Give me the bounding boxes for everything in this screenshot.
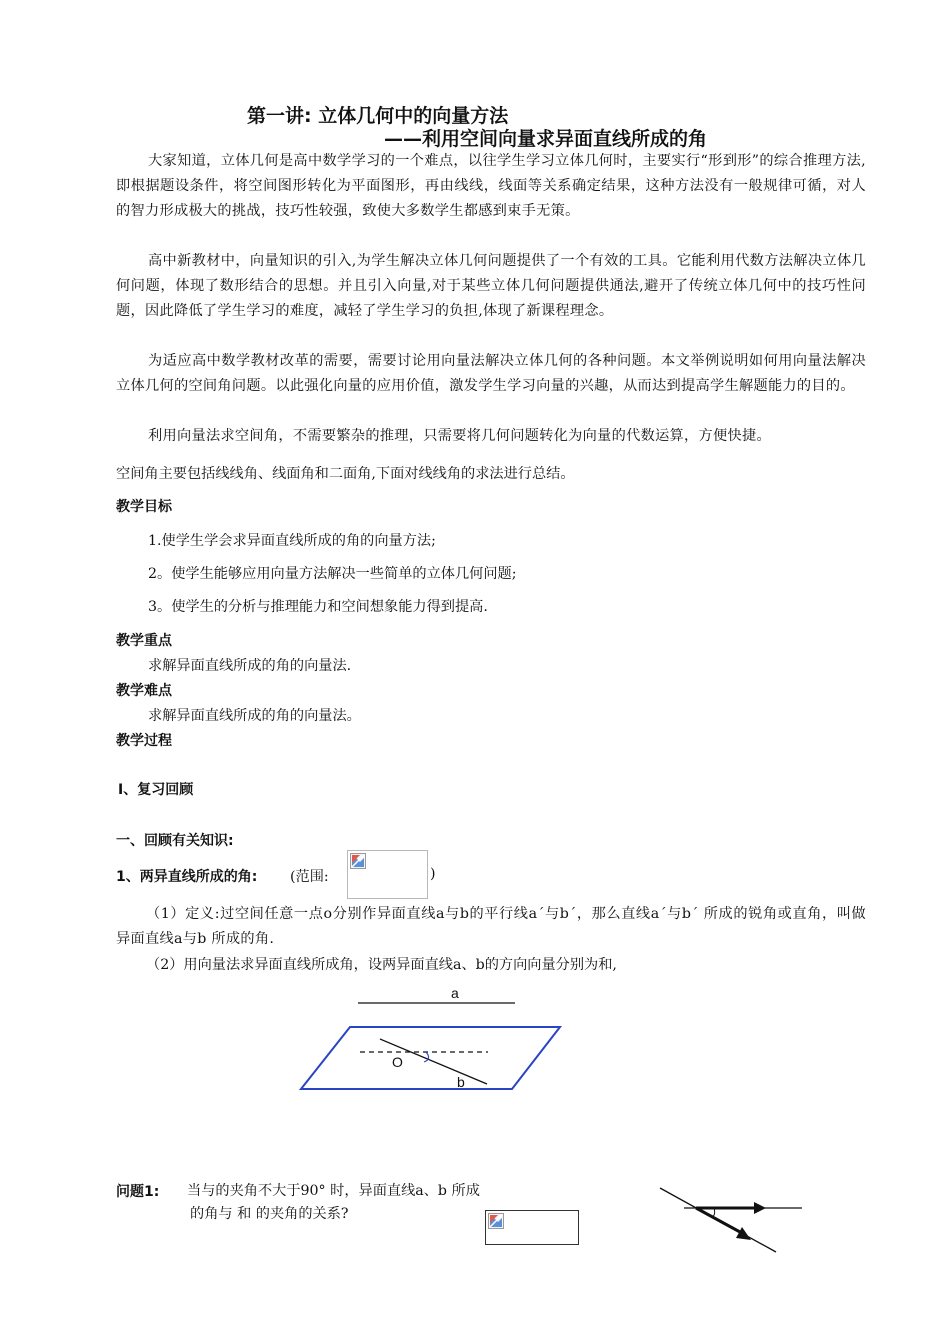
- range-close: ): [430, 866, 436, 882]
- page-title: 第一讲: 立体几何中的向量方法: [247, 105, 509, 127]
- intro-paragraph-2: 高中新教材中，向量知识的引入,为学生解决立体几何问题提供了一个有效的工具。它能利用代数方法解决立体几何问题，体现了数形结合的思想。并且引入向量,对于某些立体几何问题提供通法,避开了传统立体几何中的技巧性问题，因此降低了学生学习的难度，减轻了学生学习的负担,体现了新课程理念。: [116, 253, 866, 319]
- vector-angle-figure: [650, 1180, 810, 1260]
- label-o: O: [392, 1054, 403, 1070]
- broken-image-icon: [350, 853, 366, 869]
- goals-heading: 教学目标: [116, 499, 172, 515]
- goal-item-2: 2。使学生能够应用向量方法解决一些简单的立体几何问题;: [148, 566, 517, 582]
- angle-heading: 1、两异直线所成的角:: [116, 869, 258, 885]
- key-heading: 教学重点: [116, 633, 172, 649]
- review-heading: Ⅰ、复习回顾: [118, 782, 194, 798]
- goal-item-1: 1.使学生学会求异面直线所成的角的向量方法;: [148, 533, 436, 549]
- question-label: 问题1:: [116, 1184, 160, 1200]
- question-line-1: 当与的夹角不大于90° 时，异面直线a、b 所成: [187, 1183, 480, 1199]
- process-heading: 教学过程: [116, 733, 172, 749]
- label-a: a: [451, 985, 459, 1001]
- method-text: （2）用向量法求异面直线所成角，设两异面直线a、b的方向向量分别为和,: [146, 957, 617, 973]
- vector-b: [696, 1208, 740, 1232]
- label-b: b: [457, 1074, 465, 1090]
- difficulty-text: 求解异面直线所成的角的向量法。: [148, 708, 361, 724]
- range-formula-image: [347, 850, 428, 899]
- angle-arc: [424, 1052, 429, 1062]
- goal-item-3: 3。使学生的分析与推理能力和空间想象能力得到提高.: [148, 599, 488, 615]
- intro-paragraph-3: 为适应高中数学教材改革的需要，需要讨论用向量法解决立体几何的各种问题。本文举例说明如何用向量法解决立体几何的空间角问题。以此强化向量的应用价值，激发学生学习向量的兴趣，从而达到提高学生解题能力的目的。: [116, 353, 866, 394]
- difficulty-heading: 教学难点: [116, 683, 172, 699]
- page-subtitle: ——利用空间向量求异面直线所成的角: [384, 128, 708, 150]
- skew-lines-figure: [290, 980, 570, 1095]
- knowledge-heading: 一、回顾有关知识:: [116, 833, 234, 849]
- intro-paragraph-1: 大家知道，立体几何是高中数学学习的一个难点，以往学生学习立体几何时，主要实行“形到形”的综合推理方法,即根据题设条件，将空间图形转化为平面图形，再由线线，线面等关系确定结果，这种方法没有一般规律可循，对人的智力形成极大的挑战，技巧性较强，致使大多数学生都感到束手无策。: [116, 153, 866, 219]
- arrowhead-b: [736, 1227, 751, 1240]
- question-line-2: 的角与 和 的夹角的关系?: [190, 1206, 349, 1222]
- plane: [301, 1027, 560, 1089]
- answer-formula-image: [485, 1210, 579, 1245]
- definition-text: （1）定义:过空间任意一点o分别作异面直线a与b的平行线a´与b´，那么直线a´与b´ 所成的锐角或直角，叫做异面直线a与b 所成的角.: [116, 906, 866, 947]
- summary-text: 空间角主要包括线线角、线面角和二面角,下面对线线角的求法进行总结。: [116, 466, 575, 482]
- intro-paragraph-4: 利用向量法求空间角，不需要繁杂的推理，只需要将几何问题转化为向量的代数运算，方便快捷。: [148, 428, 771, 444]
- key-text: 求解异面直线所成的角的向量法.: [148, 658, 352, 674]
- range-open: (范围:: [290, 869, 329, 885]
- broken-image-icon: [488, 1213, 504, 1229]
- arrowhead-a: [754, 1202, 766, 1214]
